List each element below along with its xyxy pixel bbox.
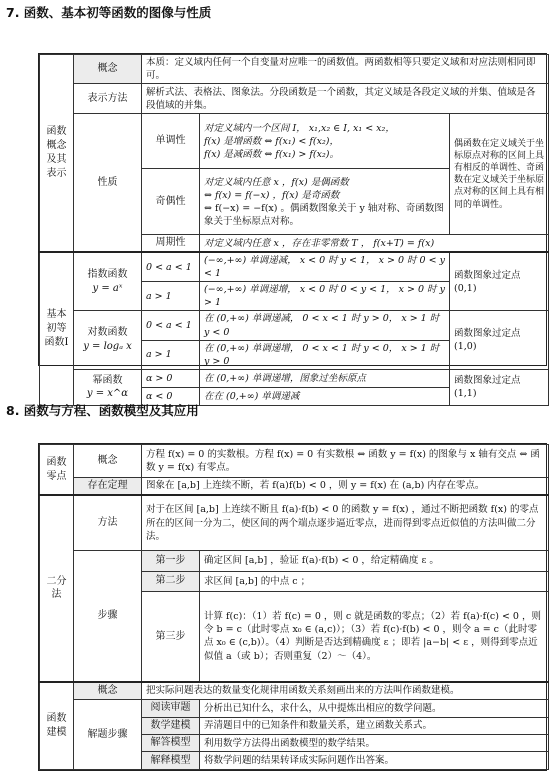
logarithmic-name: 对数函数 [87,327,128,339]
exponential-cond-2: a > 1 [142,282,200,311]
power-text-1: 在 (0,+∞) 单调递增，图象过坐标原点 [200,369,450,387]
explain-model-label: 解释模型 [142,752,200,770]
parity-line-1: 对定义域内任意 x ，f(x) 是偶函数 [204,176,349,188]
exponential-text-2: (−∞,+∞) 单调递增， x < 0 时 0 < y < 1， x > 0 时 y > 1 [200,282,450,311]
group-function-zero: 函数零点 [40,445,74,496]
logarithmic-note: 函数图象过定点 (1,0) [450,311,549,369]
steps-label: 步骤 [74,551,142,682]
group-function-concept: 函数概念及其表示 [40,55,74,253]
concept-text: 本质：定义域内任何一个自变量对应唯一的函数值。两函数相等只要定义域和对应法则相同即可。 [142,55,549,84]
power-cond-2: α < 0 [142,387,200,405]
power-formula: y = x^α [86,388,129,400]
monotonicity-text [200,114,450,169]
model-concept-label: 概念 [74,682,142,700]
logarithmic-function-label [74,311,142,369]
periodicity-label: 周期性 [142,235,200,252]
solving-steps-label: 解题步骤 [74,700,142,770]
logarithmic-cond-1: 0 < a < 1 [142,311,200,340]
monotonicity-line-1: 对定义域内一个区间 I， x₁,x₂ ∈ I, x₁ < x₂， [204,122,395,134]
zero-concept-label: 概念 [74,445,142,478]
step-1-text: 确定区间 [a,b] ，验证 f(a)·f(b) < 0 ，给定精确度 ε 。 [200,551,549,572]
existence-theorem-text: 图象在 [a,b] 上连续不断，若 f(a)f(b) < 0 ，则 y = f(x) 在 (a,b) 内存在零点。 [142,477,549,495]
method-label: 方法 [74,495,142,550]
function-equation-table [38,443,547,771]
model-concept-text: 把实际问题表达的数量变化规律用函数关系刻画出来的方法叫作函数建模。 [142,682,549,700]
step-3-label: 第三步 [142,592,200,682]
power-name: 幂函数 [92,374,123,386]
power-cond-1: α > 0 [142,369,200,387]
solve-model-label: 解答模型 [142,735,200,752]
method-text: 对于在区间 [a,b] 上连续不断且 f(a)·f(b) < 0 的函数 y = f(x) ，通过不断把函数 f(x) 的零点所在的区间一分为二，使区间的两个端点逐步逼近零点，进而得到零点近似值的方法叫做二分法。 [142,495,549,550]
step-2-label: 第二步 [142,571,200,592]
parity-text [200,169,450,235]
step-3-text: 计算 f(c)：（1）若 f(c) = 0 ，则 c 就是函数的零点；（2）若 f(a)·f(c) < 0 ，则令 b = c（此时零点 x₀ ∈ (a,c)）；（3）若 f(c)·f(b) < 0 ，则令 a = c（此时零点 x₀ ∈ (c,b)）。（4）判断是否达到精确度 ε ；即若 |a−b| < ε ，则得到零点近似值 a（或 b）；否则重复（2）～（4）。 [200,592,549,682]
group-bisection: 二分法 [40,495,74,682]
power-function-label [74,369,142,405]
exponential-name: 指数函数 [87,268,128,280]
function-properties-table [38,53,547,402]
step-1-label: 第一步 [142,551,200,572]
explain-model-text: 将数学问题的结果转译成实际问题作出答案。 [200,752,549,770]
section-7-title: 7. 函数、基本初等函数的图像与性质 [6,5,212,20]
logarithmic-cond-2: a > 1 [142,340,200,369]
read-problem-label: 阅读审题 [142,700,200,717]
read-problem-text: 分析出已知什么，求什么，从中提炼出相应的数学问题。 [200,700,549,717]
exponential-formula: y = aˣ [92,282,123,294]
power-note: 函数图象过定点 (1,1) [450,369,549,405]
exponential-cond-1: 0 < a < 1 [142,252,200,282]
math-modeling-label: 数学建模 [142,717,200,734]
representation-text: 解析式法、表格法、图象法。分段函数是一个函数，其定义域是各段定义域的并集、值域是各段值域的并集。 [142,84,549,114]
representation-label: 表示方法 [74,84,142,114]
step-2-text: 求区间 [a,b] 的中点 c ； [200,571,549,592]
exponential-function-label [74,252,142,311]
logarithmic-text-1: 在 (0,+∞) 单调递减， 0 < x < 1 时 y > 0， x > 1 时 y < 0 [200,311,450,340]
monotonicity-line-2: f(x) 是增函数 ⇔ f(x₁) < f(x₂)， [204,135,339,147]
section-8-title: 8. 函数与方程、函数模型及其应用 [6,403,199,418]
logarithmic-text-2: 在 (0,+∞) 单调递增， 0 < x < 1 时 y < 0， x > 1 时 y > 0 [200,340,450,369]
parity-line-2: ⇔ f(x) = f(−x) ，f(x) 是奇函数 [204,189,340,201]
power-text-2: 在在 (0,+∞) 单调递减 [200,387,450,405]
monotonicity-label: 单调性 [142,114,200,169]
group-function-modeling: 函数建模 [40,682,74,770]
existence-theorem-label: 存在定理 [74,477,142,495]
parity-label: 奇偶性 [142,169,200,235]
zero-concept-text: 方程 f(x) = 0 的实数根。方程 f(x) = 0 有实数根 ⇔ 函数 y = f(x) 的图象与 x 轴有交点 ⇔ 函数 y = f(x) 有零点。 [142,445,549,478]
exponential-text-1: (−∞,+∞) 单调递减， x < 0 时 y < 1， x > 0 时 0 < y < 1 [200,252,450,282]
solve-model-text: 利用数学方法得出函数模型的数学结果。 [200,735,549,752]
monotonicity-line-3: f(x) 是减函数 ⇔ f(x₁) > f(x₂)。 [204,148,339,160]
periodicity-text: 对定义域内任意 x ，存在非零常数 T ， f(x+T) = f(x) [200,235,549,252]
concept-label: 概念 [74,55,142,84]
parity-line-3: ⇔ f(−x) = −f(x) 。偶函数图象关于 y 轴对称、奇函数图象关于坐标原点对称。 [204,202,444,227]
logarithmic-formula: y = logₐ x [83,341,132,353]
group-basic-elementary: 基本初等函数Ⅰ [40,252,74,405]
symmetry-note: 偶函数在定义域关于坐标原点对称的区间上具有相反的单调性、奇函数在定义域关于坐标原点对称的区间上具有相同的单调性。 [450,114,549,235]
properties-label: 性质 [74,114,142,252]
exponential-note: 函数图象过定点 (0,1) [450,252,549,311]
math-modeling-text: 弄清题目中的已知条件和数量关系，建立函数关系式。 [200,717,549,734]
